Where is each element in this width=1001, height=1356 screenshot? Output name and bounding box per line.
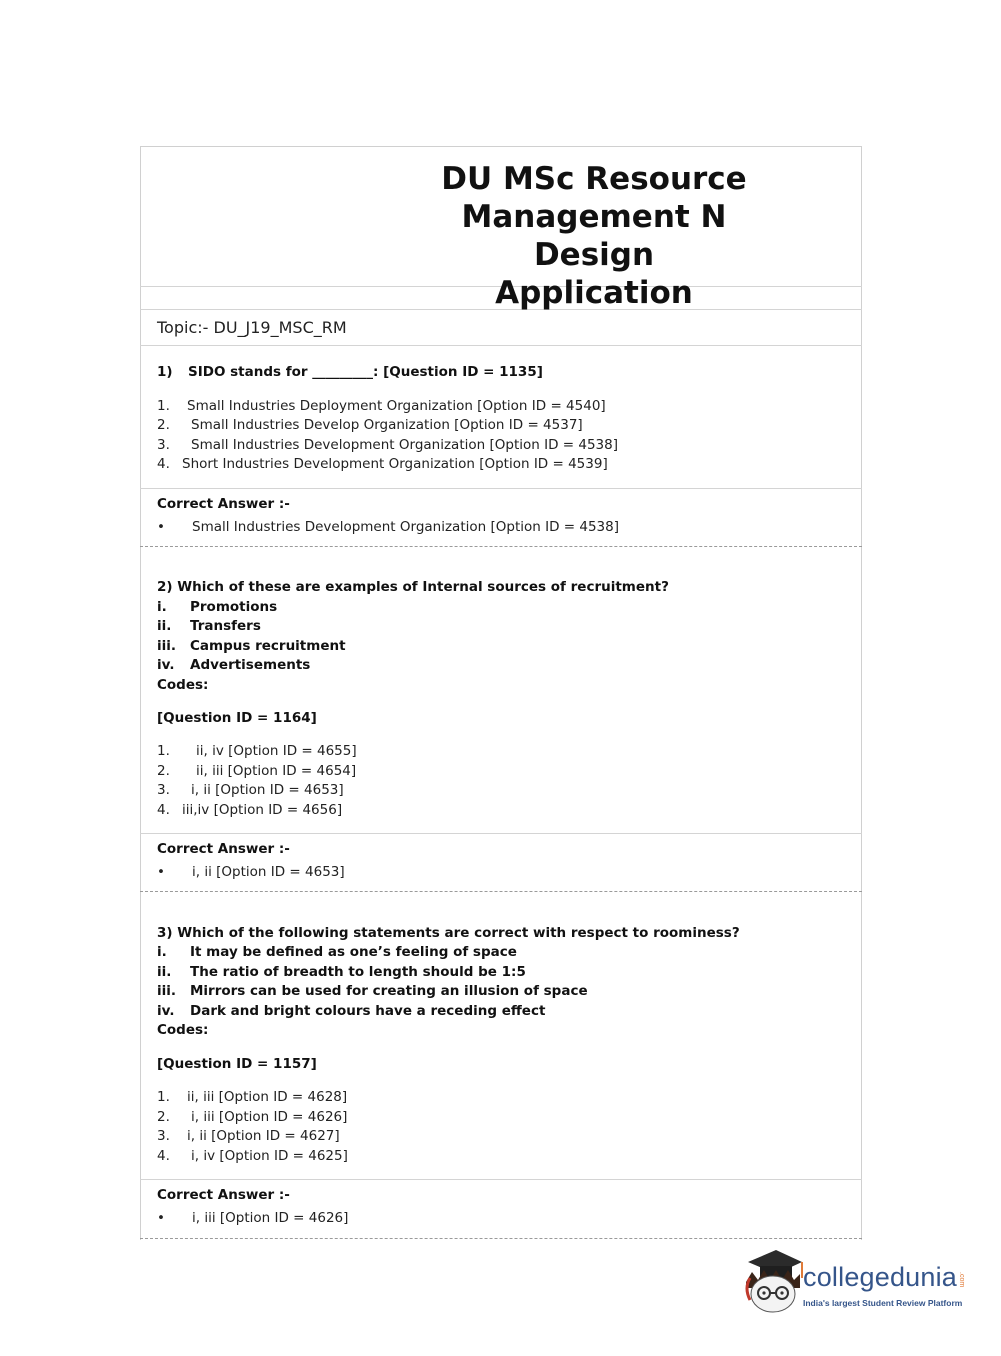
statement-text: Mirrors can be used for creating an illusion of space xyxy=(190,983,588,999)
option-text: Small Industries Deployment Organization [Option ID = 4540] xyxy=(187,398,606,414)
brand-suffix: .com xyxy=(958,1272,965,1288)
option-number: 1. xyxy=(157,1089,170,1105)
bullet: • xyxy=(157,1210,165,1226)
topic-label: Topic:- DU_J19_MSC_RM xyxy=(157,318,347,337)
statement-number: iv. xyxy=(157,1003,175,1019)
statement-number: iii. xyxy=(157,983,177,999)
question-number: 1) xyxy=(157,364,173,380)
question-text: SIDO stands for _________: [Question ID = 1135] xyxy=(188,364,543,380)
option-number: 3. xyxy=(157,782,170,798)
option-number: 4. xyxy=(157,802,170,818)
statement-text: It may be defined as one’s feeling of space xyxy=(190,944,517,960)
correct-answer-label: Correct Answer :- xyxy=(157,1187,290,1203)
divider xyxy=(140,345,862,346)
option-text: ii, iii [Option ID = 4628] xyxy=(187,1089,348,1105)
option-text: i, iv [Option ID = 4625] xyxy=(191,1148,348,1164)
correct-answer-label: Correct Answer :- xyxy=(157,496,290,512)
question-id: [Question ID = 1157] xyxy=(157,1056,317,1072)
correct-answer: i, iii [Option ID = 4626] xyxy=(192,1210,349,1226)
option-text: ii, iv [Option ID = 4655] xyxy=(196,743,357,759)
question-id: [Question ID = 1164] xyxy=(157,710,317,726)
statement-text: The ratio of breadth to length should be 1:5 xyxy=(190,964,526,980)
statement-number: iv. xyxy=(157,657,175,673)
option-number: 4. xyxy=(157,1148,170,1164)
statement-number: ii. xyxy=(157,618,172,634)
option-text: Small Industries Develop Organization [Option ID = 4537] xyxy=(191,417,583,433)
question-text: 2) Which of these are examples of Internal sources of recruitment? xyxy=(157,579,669,595)
statement-text: Promotions xyxy=(190,599,278,615)
option-text: ii, iii [Option ID = 4654] xyxy=(196,763,357,779)
document-title xyxy=(400,160,788,312)
option-number: 3. xyxy=(157,437,170,453)
option-number: 2. xyxy=(157,1109,170,1125)
option-text: Small Industries Development Organization [Option ID = 4538] xyxy=(191,437,618,453)
statement-text: Dark and bright colours have a receding effect xyxy=(190,1003,546,1019)
option-number: 1. xyxy=(157,743,170,759)
question-text: 3) Which of the following statements are correct with respect to roominess? xyxy=(157,925,740,941)
option-number: 3. xyxy=(157,1128,170,1144)
bullet: • xyxy=(157,864,165,880)
brand-name: collegedunia xyxy=(803,1262,958,1292)
correct-answer-label: Correct Answer :- xyxy=(157,841,290,857)
question-separator xyxy=(140,1238,862,1239)
statement-text: Transfers xyxy=(190,618,261,634)
option-text: i, ii [Option ID = 4627] xyxy=(187,1128,340,1144)
option-text: iii,iv [Option ID = 4656] xyxy=(182,802,343,818)
statement-number: i. xyxy=(157,944,167,960)
title-line: Management N Design xyxy=(461,199,727,273)
option-number: 2. xyxy=(157,763,170,779)
option-number: 1. xyxy=(157,398,170,414)
statement-text: Campus recruitment xyxy=(190,638,346,654)
statement-number: iii. xyxy=(157,638,177,654)
option-number: 4. xyxy=(157,456,170,472)
codes-label: Codes: xyxy=(157,1022,209,1038)
correct-answer: Small Industries Development Organization [Option ID = 4538] xyxy=(192,519,619,535)
brand-tagline: India's largest Student Review Platform xyxy=(803,1298,963,1308)
divider xyxy=(140,833,862,834)
title-line: Application xyxy=(495,275,693,311)
question-separator xyxy=(140,546,862,547)
statement-text: Advertisements xyxy=(190,657,311,673)
option-text: Short Industries Development Organization [Option ID = 4539] xyxy=(182,456,608,472)
divider xyxy=(140,1179,862,1180)
statement-number: ii. xyxy=(157,964,172,980)
bullet: • xyxy=(157,519,165,535)
divider xyxy=(140,488,862,489)
statement-number: i. xyxy=(157,599,167,615)
correct-answer: i, ii [Option ID = 4653] xyxy=(192,864,345,880)
codes-label: Codes: xyxy=(157,677,209,693)
option-number: 2. xyxy=(157,417,170,433)
option-text: i, iii [Option ID = 4626] xyxy=(191,1109,348,1125)
title-line: DU MSc Resource xyxy=(441,161,747,197)
option-text: i, ii [Option ID = 4653] xyxy=(191,782,344,798)
question-separator xyxy=(140,891,862,892)
